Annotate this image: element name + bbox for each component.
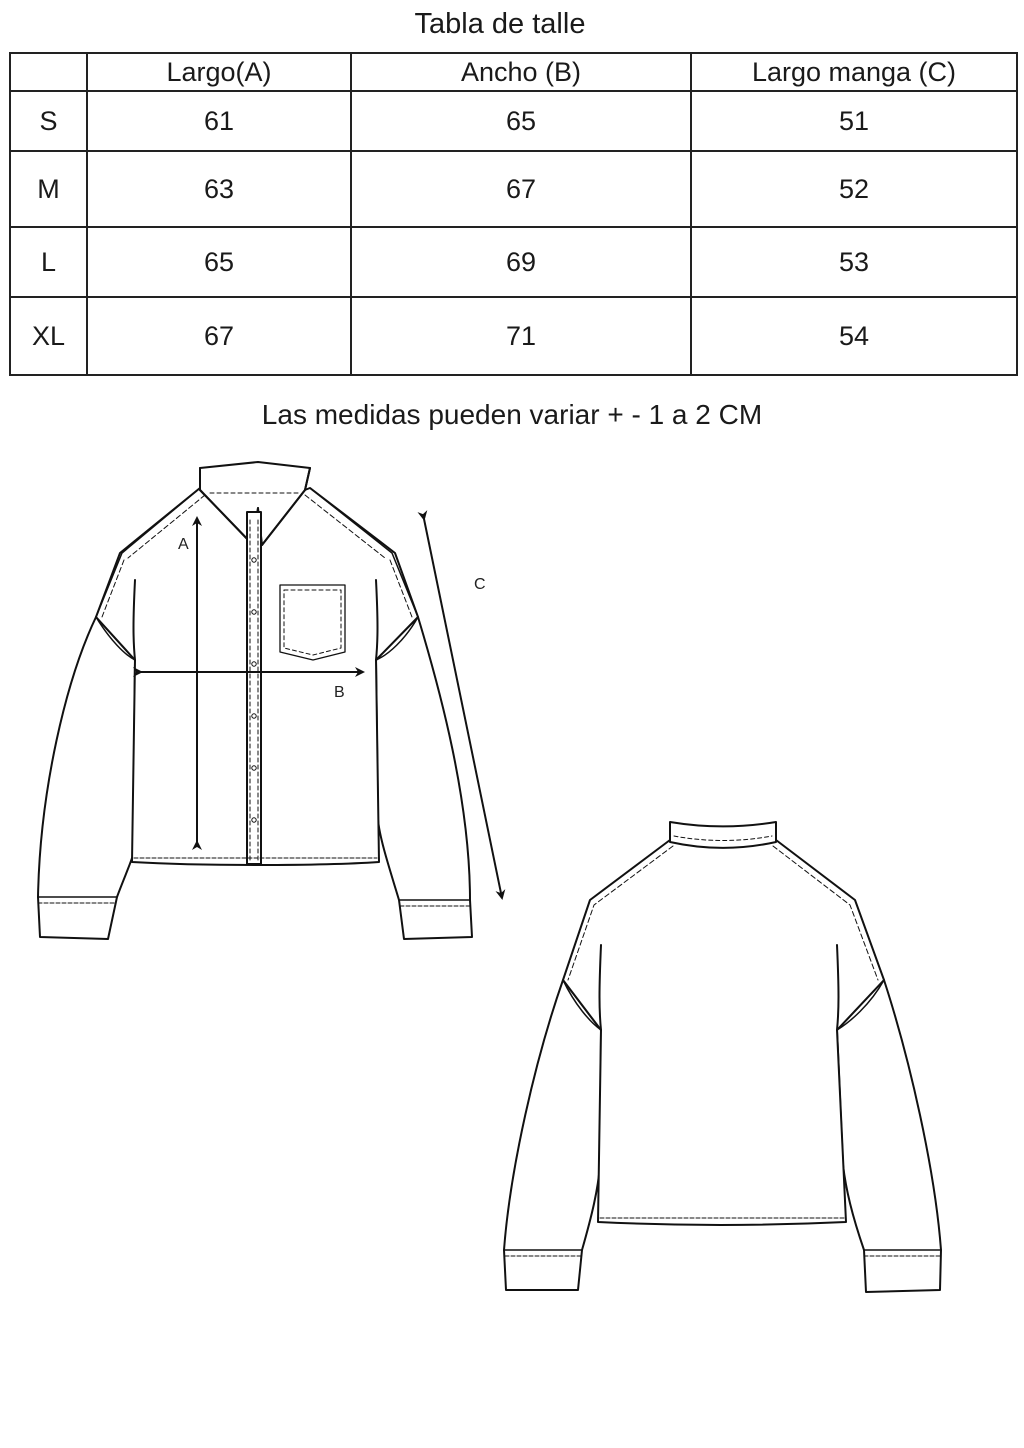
ancho-cell: 71 <box>351 297 691 375</box>
ancho-cell: 69 <box>351 227 691 297</box>
size-cell: M <box>10 151 87 227</box>
back-left-sleeve <box>504 980 601 1290</box>
back-body <box>563 840 884 1225</box>
manga-cell: 51 <box>691 91 1017 151</box>
front-left-sleeve <box>38 617 135 939</box>
size-cell: XL <box>10 297 87 375</box>
largo-cell: 63 <box>87 151 351 227</box>
label-b: B <box>334 684 345 701</box>
manga-cell: 53 <box>691 227 1017 297</box>
front-placket <box>247 512 261 864</box>
ancho-cell: 67 <box>351 151 691 227</box>
size-cell: S <box>10 91 87 151</box>
largo-cell: 61 <box>87 91 351 151</box>
label-a: A <box>178 536 189 553</box>
label-c: C <box>474 576 486 593</box>
size-cell: L <box>10 227 87 297</box>
manga-cell: 52 <box>691 151 1017 227</box>
header-ancho: Ancho (B) <box>351 53 691 91</box>
back-right-sleeve <box>837 980 941 1292</box>
largo-cell: 67 <box>87 297 351 375</box>
front-right-sleeve <box>376 617 472 939</box>
largo-cell: 65 <box>87 227 351 297</box>
shirt-back-view <box>504 822 941 1292</box>
page-title: Tabla de talle <box>414 8 586 40</box>
shirt-front-view <box>38 462 472 939</box>
ancho-cell: 65 <box>351 91 691 151</box>
measurement-note: Las medidas pueden variar + - 1 a 2 CM <box>261 399 763 430</box>
back-collar <box>670 822 776 848</box>
header-largo-manga: Largo manga (C) <box>691 53 1017 91</box>
manga-cell: 54 <box>691 297 1017 375</box>
header-largo: Largo(A) <box>87 53 351 91</box>
